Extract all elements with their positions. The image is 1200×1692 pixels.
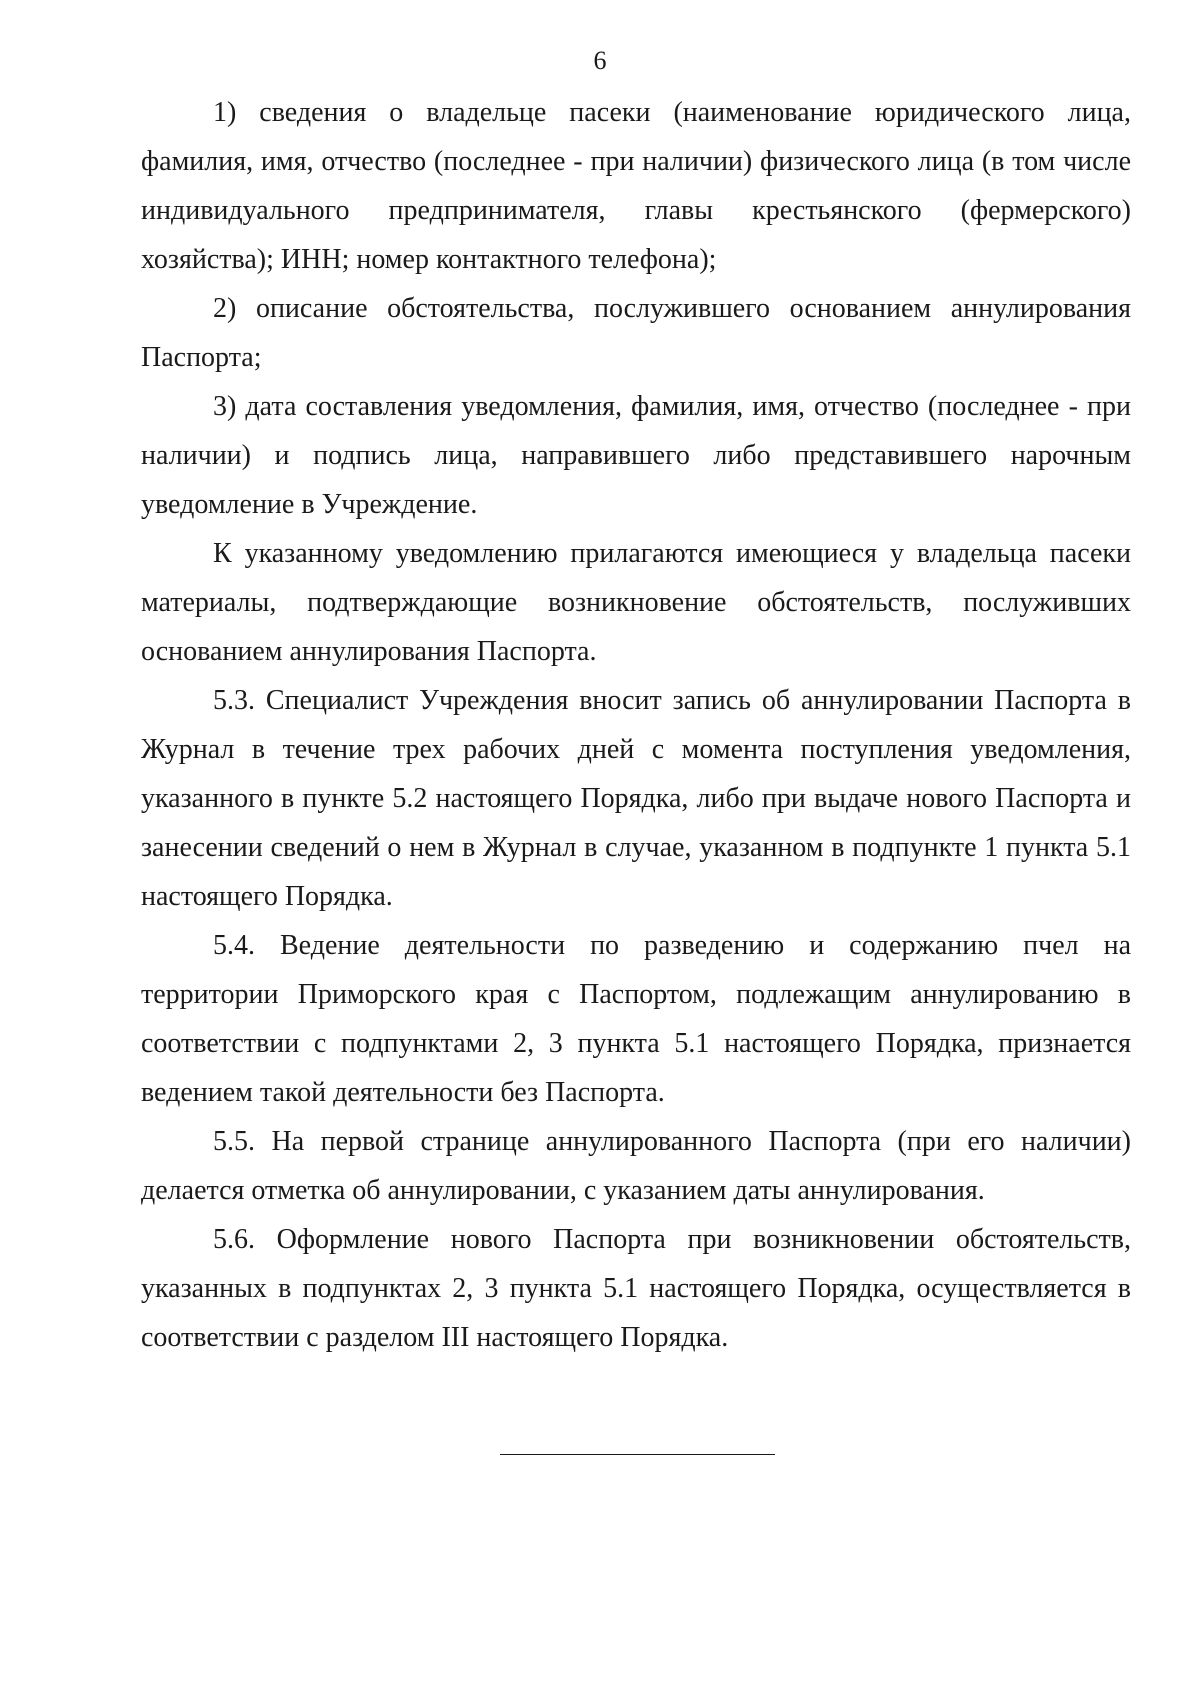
paragraph-item-3: 3) дата составления уведомления, фамилия, имя, отчество (последнее - при наличии) и подпись лица, направившего либо представившего нарочным уведомление в Учреждение. (141, 391, 1131, 520)
paragraph-5-6: 5.6. Оформление нового Паспорта при возникновении обстоятельств, указанных в подпунктах 2, 3 пункта 5.1 настоящего Порядка, осуществляется в соответствии с разделом III настоящего Порядка. (141, 1224, 1131, 1353)
paragraph-5-4: 5.4. Ведение деятельности по разведению и содержанию пчел на территории Приморского края с Паспортом, подлежащим аннулированию в соответствии с подпунктами 2, 3 пункта 5.1 настоящего Порядка, признается ведением такой деятельности без Паспорта. (141, 930, 1131, 1108)
end-separator-line (500, 1454, 775, 1455)
paragraph-attachments: К указанному уведомлению прилагаются имеющиеся у владельца пасеки материалы, подтверждающие возникновение обстоятельств, послуживших основанием аннулирования Паспорта. (141, 538, 1131, 667)
page-number: 6 (593, 46, 607, 75)
paragraph-item-2: 2) описание обстоятельства, послужившего основанием аннулирования Паспорта; (141, 293, 1131, 373)
paragraph-5-5: 5.5. На первой странице аннулированного Паспорта (при его наличии) делается отметка об аннулировании, с указанием даты аннулирования. (141, 1126, 1131, 1206)
paragraph-item-1: 1) сведения о владельце пасеки (наименование юридического лица, фамилия, имя, отчество (последнее - при наличии) физического лица (в том числе индивидуального предпринимателя, главы крестьянского (фермерского) хозяйства); ИНН; номер контактного телефона); (141, 97, 1131, 275)
paragraph-5-3: 5.3. Специалист Учреждения вносит запись об аннулировании Паспорта в Журнал в течение трех рабочих дней с момента поступления уведомления, указанного в пункте 5.2 настоящего Порядка, либо при выдаче нового Паспорта и занесении сведений о нем в Журнал в случае, указанном в подпункте 1 пункта 5.1 настоящего Порядка. (141, 685, 1131, 912)
document-body (141, 88, 1131, 1362)
